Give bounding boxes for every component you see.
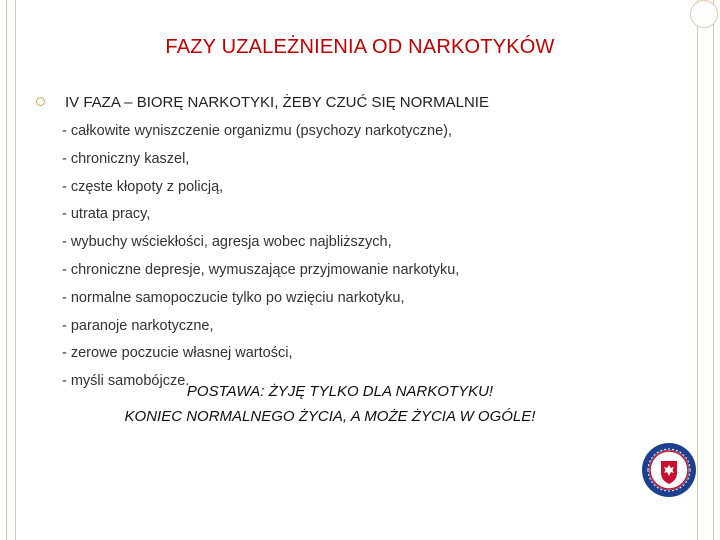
right-decorative-border [697,0,714,540]
list-item: - normalne samopoczucie tylko po wzięciu narkotyku, [62,289,405,306]
circle-bullet-icon [36,97,45,106]
list-item: - zerowe poczucie własnej wartości, [62,345,293,362]
slide-title: FAZY UZALEŻNIENIA OD NARKOTYKÓW [165,36,555,58]
corner-ring-decoration [690,0,718,28]
ending-statement: KONIEC NORMALNEGO ŻYCIA, A MOŻE ŻYCIA W OGÓLE! [124,408,536,425]
list-item: - myśli samobójcze. [62,373,190,390]
police-emblem-icon [640,441,698,499]
list-item: - całkowite wyniszczenie organizmu (psychozy narkotyczne), [62,123,453,139]
symptom-list [62,122,459,400]
posture-statement: POSTAWA: ŻYJĘ TYLKO DLA NARKOTYKU! [186,383,494,400]
list-item: - chroniczne depresje, wymuszające przyjmowanie narkotyku, [62,261,460,278]
phase-heading: IV FAZA – BIORĘ NARKOTYKI, ŻEBY CZUĆ SIĘ NORMALNIE [65,94,489,111]
list-item: - częste kłopoty z policją, [62,178,224,195]
list-item: - chroniczny kaszel, [62,150,190,167]
list-item: - paranoje narkotyczne, [62,317,214,334]
left-decorative-border [6,0,16,540]
list-item: - utrata pracy, [62,206,151,223]
list-item: - wybuchy wściekłości, agresja wobec najbliższych, [62,234,392,251]
